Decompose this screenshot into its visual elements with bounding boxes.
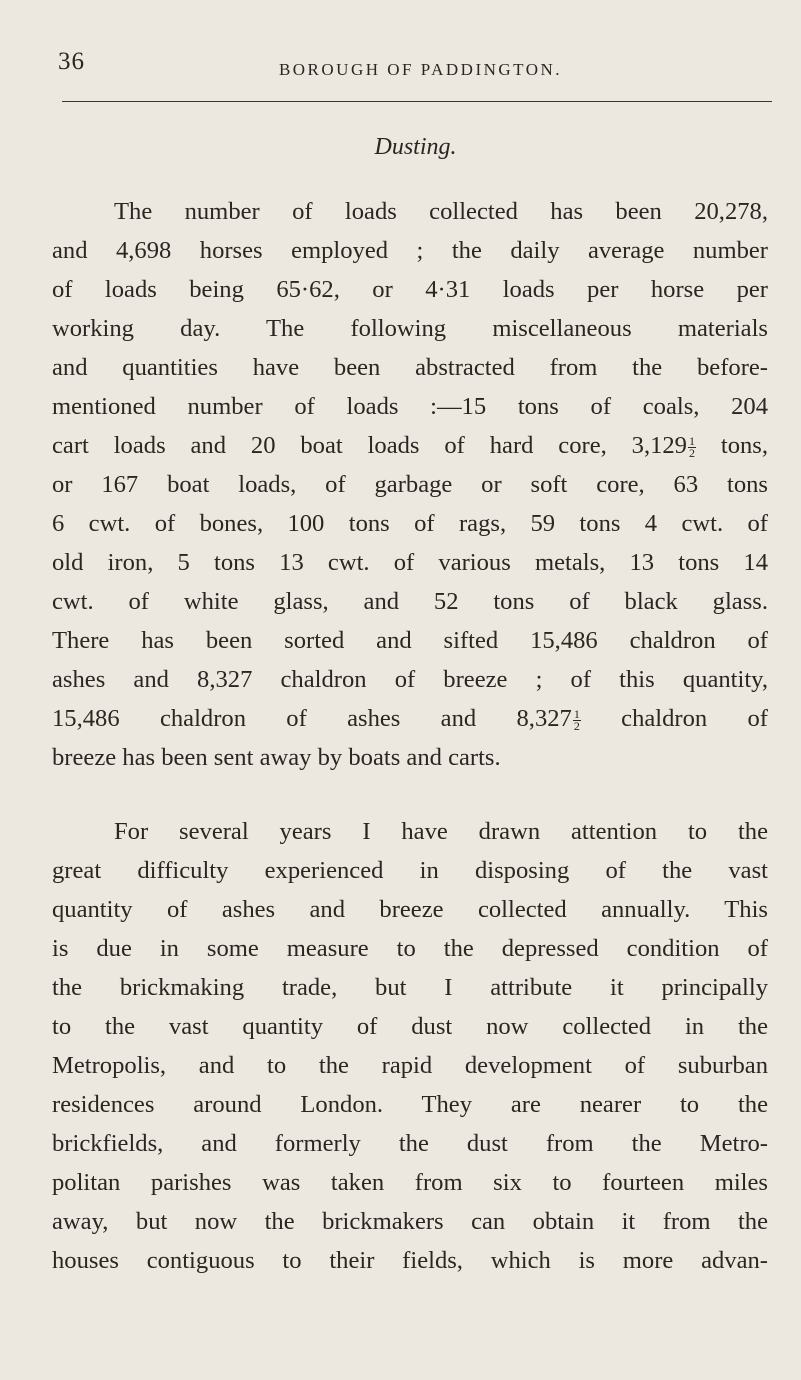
header-rule [62, 101, 772, 102]
text-line: old iron, 5 tons 13 cwt. of various metals, 13 tons 14 [52, 549, 768, 576]
text-line: brickfields, and formerly the dust from the Metro- [52, 1130, 768, 1157]
text-segment: chaldron of [580, 705, 768, 732]
page-number: 36 [58, 48, 85, 75]
section-title: Dusting. [374, 134, 457, 160]
text-line-with-fraction [52, 426, 768, 465]
paragraph-disposal-difficulty [52, 812, 768, 1280]
fraction-numerator: 1 [688, 433, 695, 448]
text-line: The number of loads collected has been 20,278, [114, 198, 768, 225]
text-line: is due in some measure to the depressed condition of [52, 935, 768, 962]
text-line: away, but now the brickmakers can obtain it from the [52, 1208, 768, 1235]
text-line: or 167 boat loads, of garbage or soft core, 63 tons [52, 471, 768, 498]
text-segment: cart loads and 20 boat loads of hard core, 3,129 [52, 432, 687, 459]
fraction-numerator: 1 [573, 706, 580, 721]
text-line: 6 cwt. of bones, 100 tons of rags, 59 tons 4 cwt. of [52, 510, 768, 537]
text-line: of loads being 65·62, or 4·31 loads per horse per [52, 276, 768, 303]
text-line: There has been sorted and sifted 15,486 chaldron of [52, 627, 768, 654]
fraction-half [573, 706, 581, 733]
text-line: working day. The following miscellaneous materials [52, 315, 768, 342]
text-line: houses contiguous to their fields, which is more advan- [52, 1247, 768, 1274]
text-segment: 15,486 chaldron of ashes and 8,327 [52, 705, 572, 732]
text-line: ashes and 8,327 chaldron of breeze ; of this quantity, [52, 666, 768, 693]
text-line: the brickmaking trade, but I attribute it principally [52, 974, 768, 1001]
text-line: Metropolis, and to the rapid development of suburban [52, 1052, 768, 1079]
text-line: residences around London. They are nearer to the [52, 1091, 768, 1118]
text-line: politan parishes was taken from six to fourteen miles [52, 1169, 768, 1196]
text-line: mentioned number of loads :—15 tons of coals, 204 [52, 393, 768, 420]
text-line: and quantities have been abstracted from the before- [52, 354, 768, 381]
text-line: to the vast quantity of dust now collected in the [52, 1013, 768, 1040]
text-line: breeze has been sent away by boats and carts. [52, 744, 501, 771]
text-line: For several years I have drawn attention to the [114, 818, 768, 845]
text-line-with-fraction [52, 699, 768, 738]
paragraph-dusting-statistics [52, 192, 768, 777]
fraction-half [688, 433, 696, 460]
text-line: and 4,698 horses employed ; the daily average number [52, 237, 768, 264]
fraction-denominator: 2 [573, 718, 580, 733]
fraction-denominator: 2 [688, 445, 695, 460]
text-segment: tons, [695, 432, 769, 459]
text-line: great difficulty experienced in disposing of the vast [52, 857, 768, 884]
text-line: quantity of ashes and breeze collected annually. This [52, 896, 768, 923]
running-head: BOROUGH OF PADDINGTON. [278, 60, 563, 79]
text-line: cwt. of white glass, and 52 tons of black glass. [52, 588, 768, 615]
